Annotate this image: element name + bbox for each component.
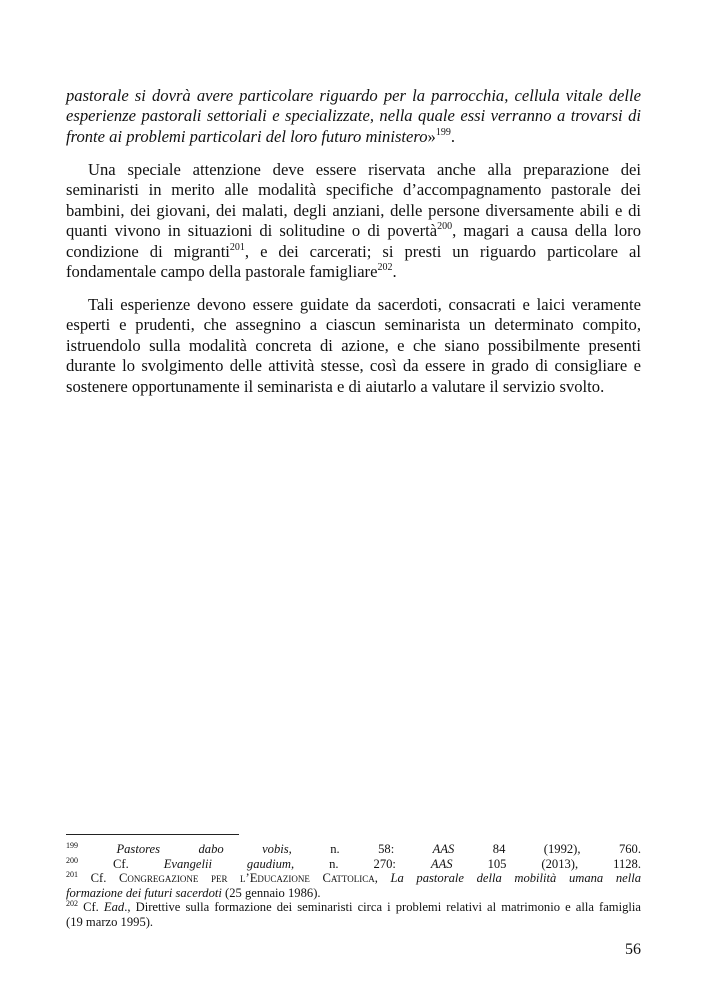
text-run: » xyxy=(427,126,436,146)
text-run: quanti vivono in situazioni di solitudine o di povertà xyxy=(66,221,438,241)
text-run: . xyxy=(392,261,397,281)
text-line xyxy=(66,221,641,241)
text-run: bambini, dei giovani, dei malati, degli anziani, delle persone diversamente abili e di xyxy=(66,200,641,220)
text-line xyxy=(66,295,641,315)
text-line xyxy=(66,86,641,106)
text-run: , magari a causa della loro xyxy=(452,221,641,241)
footnote-marker[interactable]: 200 xyxy=(437,221,453,233)
text-run: pastorale si dovrà avere particolare riguardo per la parrocchia, cellula vitale delle xyxy=(66,86,641,105)
text-run: Congregazione per l’Educazione Cattolica xyxy=(118,871,375,886)
text-run: AAS xyxy=(432,842,455,856)
text-run xyxy=(78,842,116,856)
text-run: ., Direttive sulla formazione dei seminaristi circa i problemi relativi al matrimonio e alla famiglia xyxy=(124,900,641,915)
footnote-line xyxy=(66,842,641,857)
text-run: Cf. xyxy=(78,871,119,886)
text-run: La pastorale della mobilità umana nella xyxy=(390,871,642,886)
footnote-marker[interactable]: 202 xyxy=(377,261,393,273)
footnotes xyxy=(66,842,641,930)
text-run: seminaristi in merito alle modalità specifiche d’accompagnamento pastorale dei xyxy=(66,180,641,200)
footnote-line xyxy=(66,915,641,930)
text-run: 84 (1992), 760. xyxy=(454,842,641,856)
text-run: esperienze pastorali settoriali e specializzate, nella quale essi verranno a trovarsi di xyxy=(66,106,641,126)
text-run: . xyxy=(450,126,455,146)
footnote-marker[interactable]: 202 xyxy=(66,899,78,909)
text-run: fondamentale campo della pastorale famigliare xyxy=(66,261,378,281)
footnote-marker[interactable]: 201 xyxy=(229,241,245,253)
page-number: 56 xyxy=(625,941,641,958)
footnote-marker[interactable]: 200 xyxy=(66,855,78,865)
footnote-marker[interactable]: 201 xyxy=(66,870,78,880)
text-run: (19 marzo 1995). xyxy=(66,914,154,929)
text-run: (25 gennaio 1986). xyxy=(221,885,321,900)
text-run: sostenere opportunamente il seminarista e di aiutarlo a valutare il servizio svolto. xyxy=(66,376,605,396)
paragraph-quote-end xyxy=(66,86,641,147)
footnote-line xyxy=(66,857,641,872)
footnote-line xyxy=(66,900,641,915)
footnote-line xyxy=(66,871,641,886)
text-run: esperti e prudenti, che assegnino a ciascun seminarista un determinato compito, xyxy=(66,315,641,335)
text-run: , e dei carcerati; si presti un riguardo particolare al xyxy=(244,241,641,261)
footnote-marker[interactable]: 199 xyxy=(66,841,78,850)
text-run: istruendolo sulla modalità concreta di azione, e che siano possibilmente presenti xyxy=(66,335,641,355)
text-run: Una speciale attenzione deve essere riservata anche alla preparazione dei xyxy=(88,160,641,179)
text-line xyxy=(66,127,641,147)
text-line xyxy=(66,106,641,126)
text-line xyxy=(66,262,641,282)
footnote-marker[interactable]: 199 xyxy=(435,126,451,138)
text-run: Pastores dabo vobis, xyxy=(116,842,292,856)
text-line xyxy=(66,315,641,335)
text-line xyxy=(66,336,641,356)
text-run: Cf. xyxy=(78,856,164,871)
text-run: Evangelii gaudium, xyxy=(163,856,295,871)
text-run: n. 270: xyxy=(294,856,431,871)
paragraph-guided-experiences xyxy=(66,295,641,397)
text-line xyxy=(66,356,641,376)
text-line xyxy=(66,160,641,180)
text-run: Ead xyxy=(103,900,125,915)
text-run: Tali esperienze devono essere guidate da sacerdoti, consacrati e laici veramente xyxy=(88,295,641,314)
text-run: n. 58: xyxy=(291,842,433,856)
text-run: condizione di migranti xyxy=(66,241,230,261)
text-run: formazione dei futuri sacerdoti xyxy=(66,885,222,900)
footnote-divider xyxy=(66,834,239,835)
text-line xyxy=(66,180,641,200)
text-run: , xyxy=(374,871,391,886)
text-line xyxy=(66,201,641,221)
text-run: fronte ai problemi particolari del loro futuro ministero xyxy=(66,126,428,146)
text-run: AAS xyxy=(430,856,453,871)
text-run: Cf. xyxy=(78,900,104,915)
paragraph-pastoral-accompaniment xyxy=(66,160,641,282)
footnote-line xyxy=(66,886,641,901)
text-line xyxy=(66,377,641,397)
text-line xyxy=(66,242,641,262)
text-run: 105 (2013), 1128. xyxy=(452,856,641,871)
text-run: durante lo svolgimento delle attività stesse, così da essere in grado di consigliare e xyxy=(66,356,641,376)
